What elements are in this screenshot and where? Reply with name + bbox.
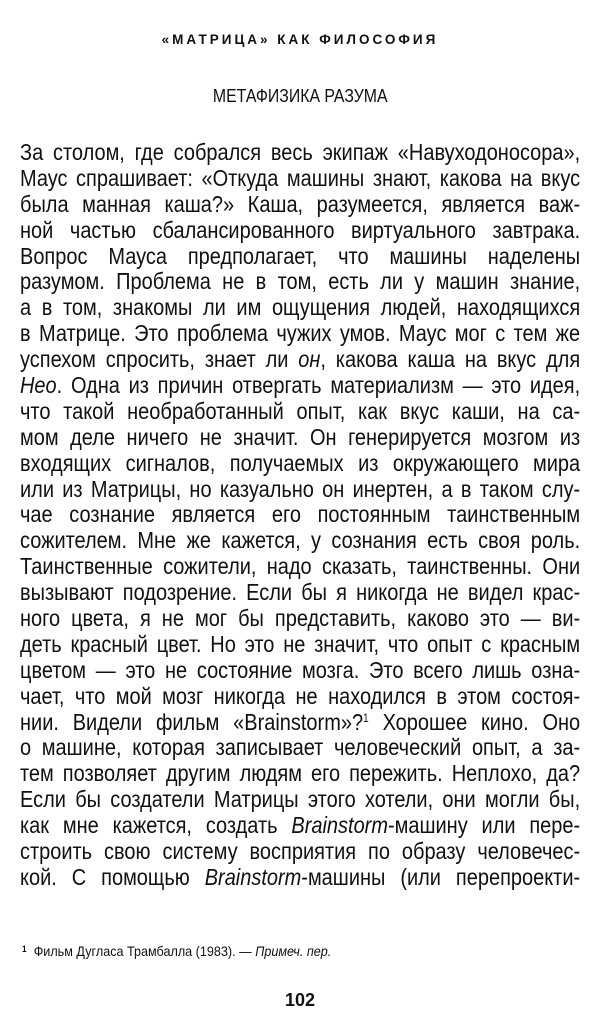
text-segment: ного цвета, я не мог бы представить, каково это — ви- [20,605,581,632]
text-line-content [20,839,580,865]
text-line-content [20,347,580,373]
text-segment: Хорошее кино. Оно [368,708,581,735]
text-line [20,269,580,295]
text-line-content [20,140,580,166]
text-line [20,761,580,787]
text-line [20,710,580,736]
text-line-content [20,787,580,813]
text-line-content [20,684,580,710]
text-line-content [20,373,580,399]
text-segment: входящих сигналов, получаемых из окружающего мира [20,449,581,476]
italic-text: Brainstorm [291,812,388,839]
text-line [20,295,580,321]
text-segment: или из Матрицы, но казуально он инертен, а в таком слу- [20,475,581,502]
text-segment: как мне кажется, создать [20,812,292,839]
text-line-content [20,632,580,658]
text-line-content [20,528,580,554]
text-line [20,192,580,218]
text-line [20,218,580,244]
text-segment: , какова каша на вкус для [320,346,581,373]
text-segment: в Матрице. Это проблема чужих умов. Маус мог с тем же [20,320,581,347]
text-line [20,321,580,347]
text-line-content [20,477,580,503]
text-line-content [20,710,580,736]
text-line [20,477,580,503]
text-line-content [20,813,580,839]
footnote-content [22,943,331,959]
text-line [20,502,580,528]
text-line-content [20,451,580,477]
text-line-content [20,192,580,218]
body-text [20,140,580,891]
text-segment: о машине, которая записывает человеческий опыт, а за- [20,734,581,761]
text-line-content [20,425,580,451]
text-segment: цветом — это не состояние мозга. Это всего лишь озна- [20,656,581,683]
footnote-text: Фильм Дугласа Трамбалла (1983). — [33,943,256,959]
text-segment: Если бы создатели Матрицы этого хотели, они могли бы, [20,786,581,813]
text-line [20,865,580,891]
text-line [20,528,580,554]
footnote-marker: 1 [22,944,27,954]
text-line-content [20,658,580,684]
text-line [20,140,580,166]
text-segment: . Одна из причин отвергать материализм — это идея, [56,372,581,399]
section-title [0,86,600,107]
text-line-content [20,166,580,192]
text-segment: Вопрос Мауса предполагает, что машины наделены [20,242,581,269]
text-line-content [20,399,580,425]
text-line [20,425,580,451]
text-segment: Маус спрашивает: «Откуда машины знают, какова на вкус [20,164,581,191]
text-line-content [20,735,580,761]
page-number: 102 [284,990,316,1010]
text-segment: успехом спросить, знает ли [20,346,299,373]
text-line-content [20,761,580,787]
footnote-note: Примеч. пер. [255,943,332,959]
section-title-text: МЕТАФИЗИКА РАЗУМА [212,86,388,106]
text-line-content [20,244,580,270]
running-head: «МАТРИЦА» КАК ФИЛОСОФИЯ [161,32,439,47]
text-line-content [20,502,580,528]
text-line-content [20,580,580,606]
text-line [20,399,580,425]
text-line-content [20,295,580,321]
text-segment: что такой необработанный опыт, как вкус каши, на са- [20,397,581,424]
text-line [20,606,580,632]
text-line [20,580,580,606]
text-line [20,787,580,813]
text-line [20,632,580,658]
text-line [20,735,580,761]
text-line-content [20,321,580,347]
text-segment: деть красный цвет. Но это не значит, что опыт с красным [20,630,581,657]
text-segment: сожителем. Мне же кажется, у сознания есть своя роль. [20,527,581,554]
text-line-content [20,606,580,632]
text-segment: разумом. Проблема не в том, есть ли у машин знание, [20,268,581,295]
italic-text: Нео [20,372,57,399]
text-line [20,658,580,684]
text-line-content [20,218,580,244]
text-segment: вызывают подозрение. Если бы я никогда не видел крас- [20,579,581,606]
text-line-content [20,554,580,580]
text-line [20,166,580,192]
text-line [20,813,580,839]
footnote-ref: 1 [363,710,369,725]
text-line [20,839,580,865]
text-line-content [20,269,580,295]
text-segment: нии. Видели фильм «Brainstorm»? [20,708,364,735]
text-line [20,684,580,710]
text-segment: чае сознание является его постоянным таинственным [20,501,581,528]
text-line [20,451,580,477]
text-line [20,347,580,373]
text-segment: мом деле ничего не значит. Он генерируется мозгом из [20,423,581,450]
text-line [20,373,580,399]
text-line [20,244,580,270]
text-segment: За столом, где собрался весь экипаж «Навуходоносора», [20,139,581,165]
text-segment: строить свою систему восприятия по образу человечес- [20,838,581,865]
text-segment: была манная каша?» Каша, разумеется, является важ- [20,190,581,217]
text-segment: чает, что мой мозг никогда не находился в этом состоя- [20,682,581,709]
italic-text: Brainstorm [204,863,302,890]
text-segment: ной частью сбалансированного виртуального завтрака. [20,216,581,243]
italic-text: он [298,346,321,373]
text-segment: -машину или пере- [387,812,581,839]
text-line-content [20,865,580,891]
text-segment: тем позволяет другим людям его пережить. Неплохо, да? [20,760,581,787]
text-line [20,554,580,580]
text-segment: кой. С помощью [20,863,205,890]
text-segment: Таинственные сожители, надо сказать, таинственны. Они [20,553,581,580]
footnote [22,943,366,959]
text-segment: а в том, знакомы ли им ощущения людей, находящихся [20,294,581,321]
text-segment: -машины (или перепроекти- [301,863,581,890]
